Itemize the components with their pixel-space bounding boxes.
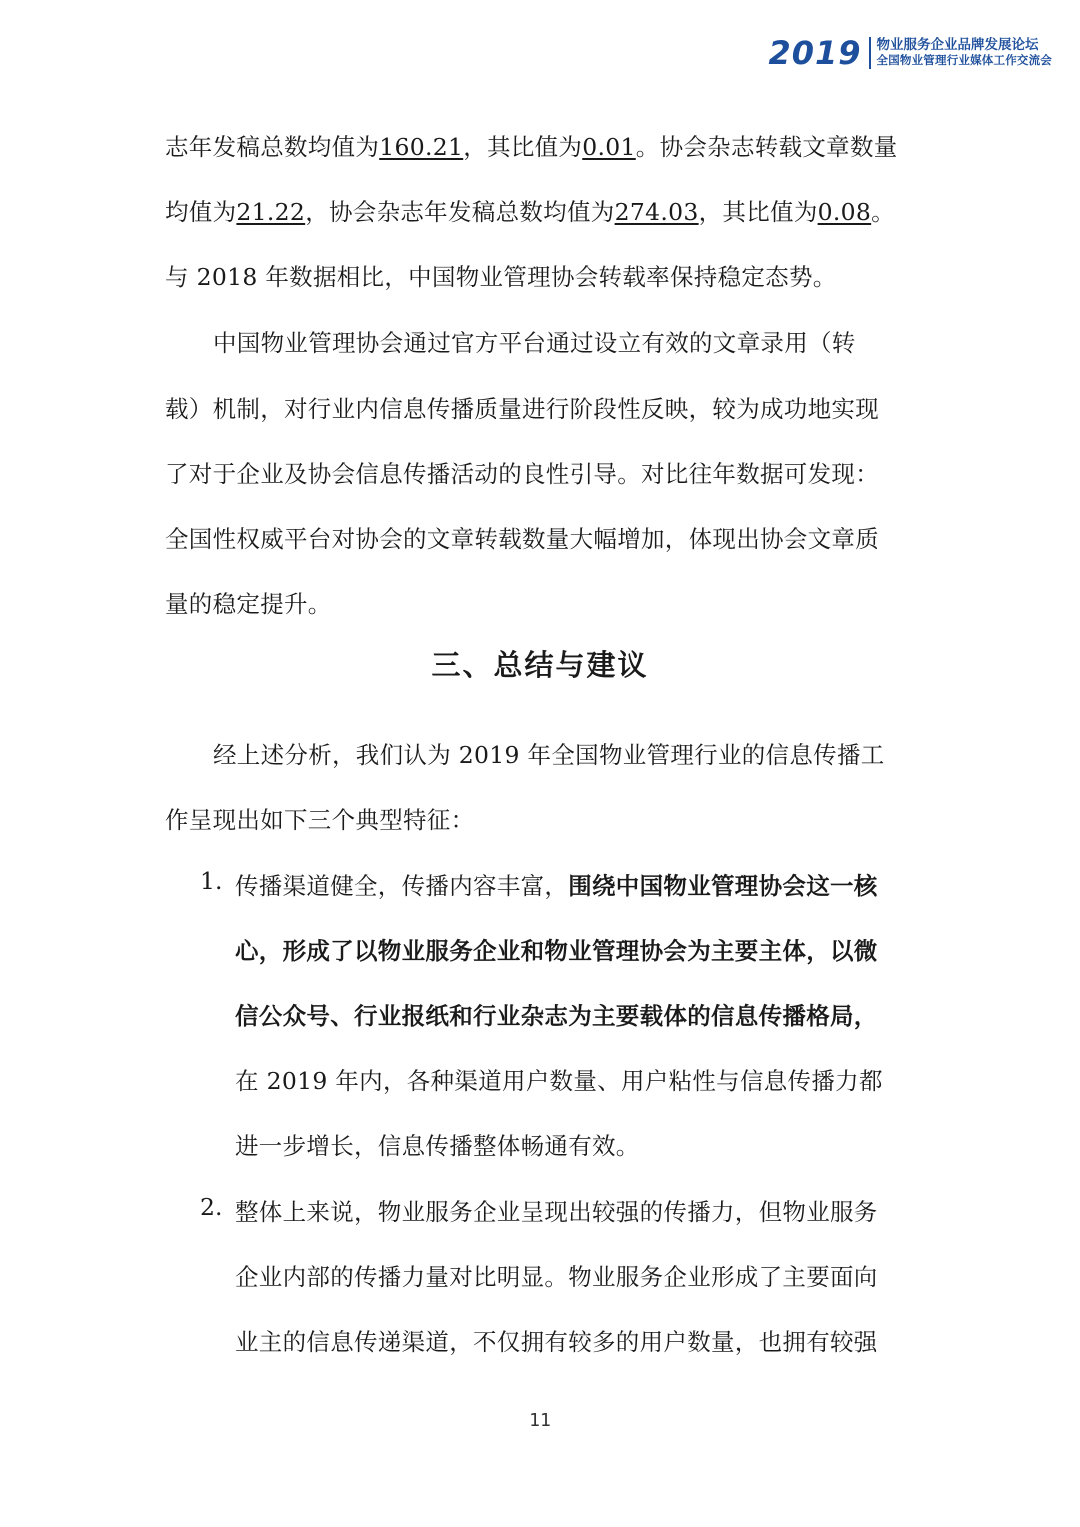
value-underlined: 0.01 [582, 133, 636, 161]
item1-line4: 在 2019 年内，各种渠道用户数量、用户粘性与信息传播力都 [235, 1067, 883, 1095]
page-header [768, 34, 1052, 72]
para2-line5: 量的稳定提升。 [165, 590, 332, 618]
item1-line2: 心，形成了以物业服务企业和物业管理协会为主要主体，以微 [235, 937, 878, 965]
list-number-1: 1. [200, 867, 223, 895]
text: 。协会杂志转载文章数量 [635, 133, 898, 161]
list-number-2: 2. [200, 1193, 223, 1221]
text: 。 [871, 198, 895, 226]
header-title-line1: 物业服务企业品牌发展论坛 [876, 37, 1039, 53]
para1-line2 [165, 193, 917, 227]
item1-line1 [235, 867, 917, 901]
para2-line3: 了对于企业及协会信息传播活动的良性引导。对比往年数据可发现： [165, 460, 879, 488]
item2-line2: 企业内部的传播力量对比明显。物业服务企业形成了主要面向 [235, 1263, 878, 1291]
section-title: 三、总结与建议 [431, 648, 649, 682]
para3-line1: 经上述分析，我们认为 2019 年全国物业管理行业的信息传播工 [213, 741, 885, 769]
text: ，其比值为 [463, 133, 583, 161]
para1-line1 [165, 128, 917, 162]
page-number: 11 [529, 1410, 551, 1431]
value-underlined: 21.22 [236, 198, 306, 226]
header-year: 2019 [768, 34, 862, 72]
text: 传播渠道健全，传播内容丰富， [235, 872, 569, 900]
para3-line2: 作呈现出如下三个典型特征： [165, 806, 475, 834]
header-divider [869, 37, 871, 69]
para2-line1: 中国物业管理协会通过官方平台通过设立有效的文章录用（转 [213, 329, 856, 357]
para2-line4: 全国性权威平台对协会的文章转载数量大幅增加，体现出协会文章质 [165, 525, 879, 553]
item1-line5: 进一步增长，信息传播整体畅通有效。 [235, 1132, 640, 1160]
item2-line3: 业主的信息传递渠道，不仅拥有较多的用户数量，也拥有较强 [235, 1328, 878, 1356]
text: ，协会杂志年发稿总数均值为 [305, 198, 615, 226]
para2-line2: 载）机制，对行业内信息传播质量进行阶段性反映，较为成功地实现 [165, 395, 879, 423]
header-titles [877, 38, 1053, 68]
value-underlined: 274.03 [614, 198, 699, 226]
bold-text: 围绕中国物业管理协会这一核 [568, 872, 878, 900]
header-title-line2: 全国物业管理行业媒体工作交流会 [876, 53, 1052, 67]
item1-line3: 信公众号、行业报纸和行业杂志为主要载体的信息传播格局， [235, 1002, 878, 1030]
para1-line3: 与 2018 年数据相比，中国物业管理协会转载率保持稳定态势。 [165, 263, 837, 291]
text: 志年发稿总数均值为 [165, 133, 380, 161]
value-underlined: 160.21 [379, 133, 464, 161]
item2-line1: 整体上来说，物业服务企业呈现出较强的传播力，但物业服务 [235, 1198, 878, 1226]
value-underlined: 0.08 [817, 198, 872, 226]
text: 均值为 [165, 198, 237, 226]
text: ，其比值为 [698, 198, 818, 226]
